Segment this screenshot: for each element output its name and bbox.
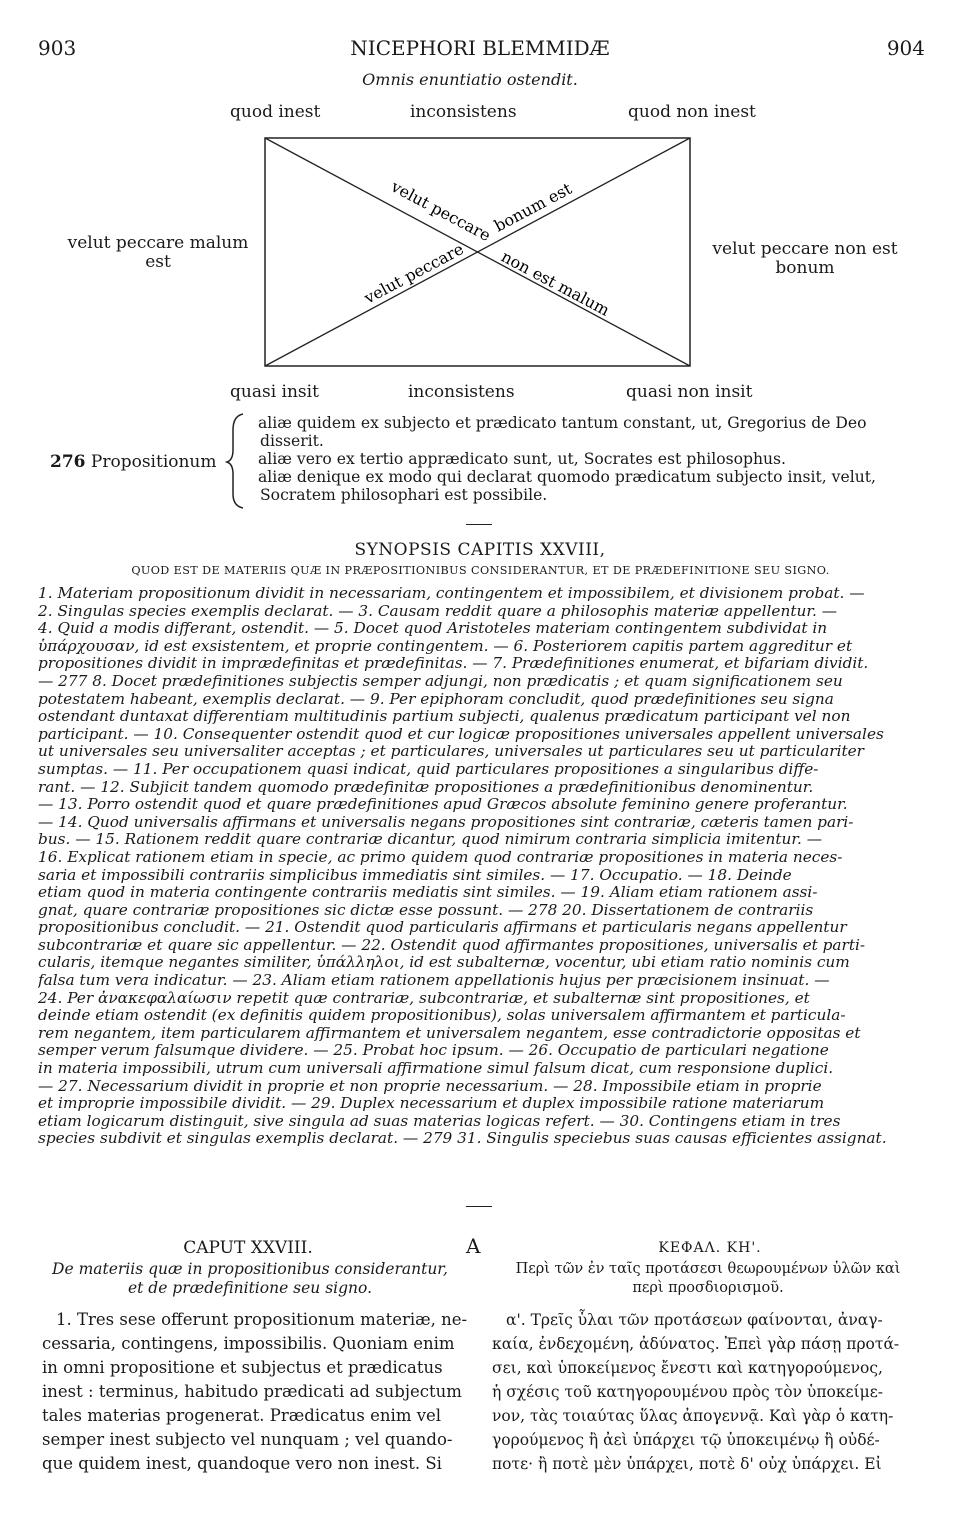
diagram-right-label: velut peccare non est bonum [712, 239, 898, 278]
synopsis-title: SYNOPSIS CAPITIS XXVIII, [354, 540, 606, 560]
latin-chapter-subheading: De materiis quæ in propositionibus considerantur, et de prædefinitione seu signo. [52, 1260, 448, 1297]
brace-icon [225, 410, 249, 510]
page-number-right: 904 [886, 36, 925, 60]
propositions-list: aliæ quidem ex subjecto et prædicato tantum constant, ut, Gregorius de Deo disserit. aliæ vero ex tertio apprædicato sunt, ut, Socrates est philosophus. aliæ denique ex modo qui declarat quomodo prædicatum subjecto insit, velut, Socratem philosophari est possibile. [258, 414, 876, 504]
section-divider [466, 524, 492, 525]
diagram-caption: Omnis enuntiatio ostendit. [362, 70, 578, 89]
section-divider-2 [466, 1206, 492, 1207]
greek-text: α'. Τρεῖς ὗλαι τῶν προτάσεων φαίνονται, ἀναγ- καία, ἐνδεχομένη, ἀδύνατος. Ἐπεὶ γὰρ πάσῃ προτά- σει, καὶ ὑποκείμενος ἔνεστι καὶ κατηγορούμενος, ἡ σχέσις τοῦ κατηγορουμένου πρὸς τὸν ὑποκείμε- νον, τὰς τοιαύτας ὕλας ἀπογεννᾷ. Καὶ γὰρ ὁ κατη- γορούμενος ἢ ἀεὶ ὑπάρχει τῷ ὑποκειμένῳ ἢ οὐδέ- ποτε· ἢ ποτὲ μὲν ὑπάρχει, ποτὲ δ' οὐχ ὑπάρχει. Εἰ [492, 1311, 900, 1473]
diagram-top-left-label: quod inest [230, 102, 321, 122]
page-number-left: 903 [38, 36, 77, 60]
margin-number: 276 [50, 452, 86, 472]
diagram-top-center-label: inconsistens [410, 102, 517, 122]
diagram-bottom-left-label: quasi insit [230, 382, 319, 402]
diag-text-lower-left: velut peccare [360, 239, 467, 308]
synopsis-body: 1. Materiam propositionum dividit in necessariam, contingentem et impossibilem, et divisionem probat. — 2. Singulas species exemplis declarat. — 3. Causam reddit quare a philosophis materiæ appellentur. — 4. Quid a modis differant, ostendit. — 5. Docet quod Aristoteles materiam contingentem subdividat in ὑπάρχουσαν, id est exsistentem, et proprie contingentem. — 6. Posteriorem capitis partem aggreditur et propositiones dividit in imprædefinitas et prædefinitas. — 7. Prædefinitiones enumerat, et bifariam dividit. — 277 8. Docet prædefinitiones subjectis semper adjungi, non prædicatis ; et quam significationem seu potestatem habeant, exemplis declarat. — 9. Per epiphoram concludit, quod prædefinitiones seu signa ostendant duntaxat differentiam multitudinis partium subjecti, qualenus prædicatum participant vel non participant. — 10. Consequenter ostendit quod et cur logicæ propositiones universales appellent universales ut universales seu universaliter acceptas ; et particulares, universales ut particulares seu ut particulariter sumptas. — 11. Per occupationem quasi indicat, quid particulares propositiones a singularibus diffe- rant. — 12. Subjicit tandem quomodo prædefinitæ propositiones a prædefinitionibus denominentur. — 13. Porro ostendit quod et quare prædefinitiones apud Græcos absolute feminino genere proferantur. — 14. Quod universalis affirmans et universalis negans propositiones sint contrariæ, cæteris tamen pari- bus. — 15. Rationem reddit quare contrariæ dicantur, quod nimirum contraria simplicia imitentur. — 16. Explicat rationem etiam in specie, ac primo quidem quod contrariæ propositiones in materia neces- saria et impossibili contrariis simplicibus immediatis sint similes. — 17. Occupatio. — 18. Deinde etiam quod in materia contingente contrariis mediatis sint similes. — 19. Aliam etiam rationem assi- gnat, quare contrariæ propositiones sic dictæ esse possunt. — 278 20. Dissertationem de contrariis propositionibus concludit. — 21. Ostendit quod particularis affirmans et particularis negans appellentur subcontrariæ et quare sic appellentur. — 22. Ostendit quod affirmantes propositiones, universalis et parti- cularis, itemque negantes similiter, ὑπάλληλοι, id est subalternæ, vocentur, ubi etiam ratio nominis cum falsa tum vera indicatur. — 23. Aliam etiam rationem appellationis hujus per præcisionem insinuat. — 24. Per ἀνακεφαλαίωσιν repetit quæ contrariæ, subcontrariæ, et subalternæ sint propositiones, et deinde etiam ostendit (ex definitis quidem propositionibus), solas universalem affirmantem et particula- rem negantem, item particularem affirmantem et universalem negantem, esse contradictorie oppositas et semper verum falsumque dividere. — 25. Probat hoc ipsum. — 26. Occupatio de particulari negatione in materia impossibili, utrum cum universali affirmatione simul falsum dicat, cum responsione duplici. — 27. Necessarium dividit in proprie et non proprie necessarium. — 28. Impossibile etiam in proprie et improprie impossibile dividit. — 29. Duplex necessarium et duplex impossibile ratione materiarum etiam logicarum distinguit, sive singula ad suas materias logicas refert. — 30. Contingens etiam in tres species subdivit et singulas exemplis declarat. — 279 31. Singulis speciebus suas causas efficientes assignat. [38, 585, 887, 1148]
column-marker: A [466, 1234, 481, 1258]
propositions-label: 276 Propositionum [50, 452, 217, 472]
square-of-opposition [260, 132, 700, 372]
diag-text-upper-left: velut peccare [388, 176, 494, 246]
diag-text-upper-right: bonum est [490, 178, 575, 236]
diagram-top-right-label: quod non inest [628, 102, 756, 122]
greek-chapter-subheading: Περὶ τῶν ἐν ταῖς προτάσεσι θεωρουμένων ὑλῶν καὶ περὶ προσδιορισμοῦ. [515, 1261, 901, 1296]
greek-chapter-heading: ΚΕΦΑΛ. ΚΗ'. [658, 1240, 762, 1256]
diagram-bottom-right-label: quasi non insit [626, 382, 753, 402]
diag-text-lower-right: non est malum [498, 246, 613, 320]
latin-text: 1. Tres sese offerunt propositionum materiæ, ne- cessaria, contingens, impossibilis. Quoniam enim in omni propositione et subjectus et prædicatus inest : terminus, habitudo prædicati ad subjectum tales materias progenerat. Prædicatus enim vel semper inest subjecto vel nunquam ; vel quando- que quidem inest, quandoque vero non inest. Si [42, 1310, 468, 1473]
diagram-left-label: velut peccare malum est [67, 233, 249, 272]
running-title: NICEPHORI BLEMMIDÆ [350, 36, 610, 60]
synopsis-subtitle: QUOD EST DE MATERIIS QUÆ IN PRÆPOSITIONIBUS CONSIDERANTUR, ET DE PRÆDEFINITIONE SEU SIGNO. [131, 564, 830, 577]
latin-chapter-heading: CAPUT XXVIII. [183, 1238, 313, 1258]
diagram-bottom-center-label: inconsistens [408, 382, 515, 402]
